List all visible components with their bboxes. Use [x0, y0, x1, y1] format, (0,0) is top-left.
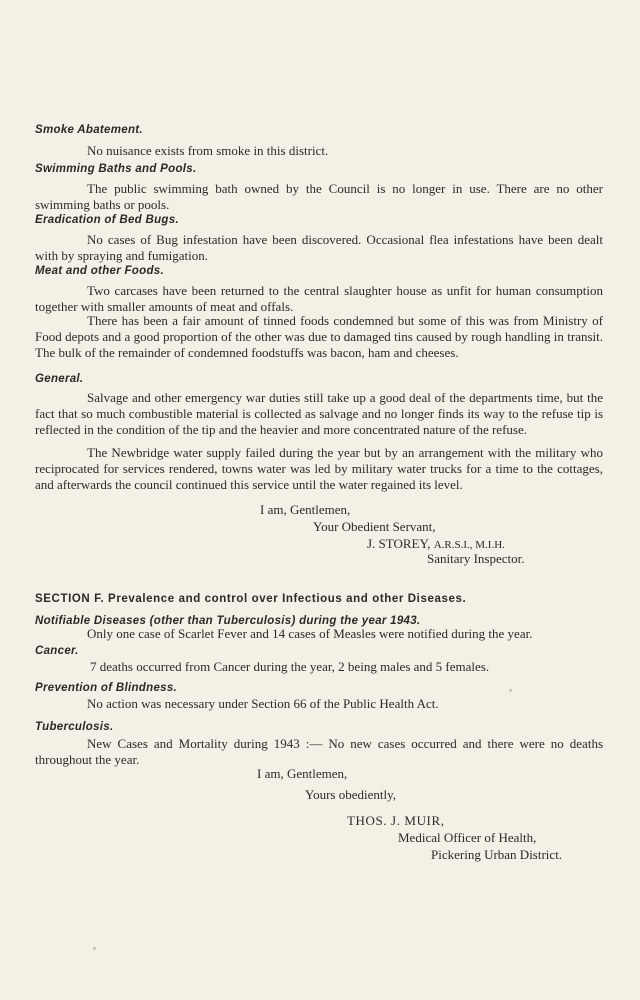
meat-paragraph-1: Two carcases have been returned to the central slaughter house as unfit for human consumption together with smaller amounts of meat and offals.: [35, 283, 603, 314]
smoke-heading: Smoke Abatement.: [35, 124, 143, 136]
inspector-name: J. STOREY,: [367, 536, 431, 551]
cancer-text: 7 deaths occurred from Cancer during the year, 2 being males and 5 females.: [90, 659, 490, 674]
blindness-text: No action was necessary under Section 66 of the Public Health Act.: [87, 696, 439, 711]
notifiable-heading: Notifiable Diseases (other than Tuberculosis) during the year 1943.: [35, 615, 421, 627]
officer-salutation: I am, Gentlemen,: [257, 766, 348, 781]
cancer-heading: Cancer.: [35, 645, 79, 657]
inspector-qualifications: A.R.S.I., M.I.H.: [433, 539, 505, 551]
paper-speck: [509, 689, 512, 692]
inspector-title: Sanitary Inspector.: [427, 551, 525, 566]
paper-speck: [93, 947, 96, 950]
officer-district: Pickering Urban District.: [431, 847, 563, 862]
general-paragraph-2: The Newbridge water supply failed during the year but by an arrangement with the military who reciprocated for services rendered, towns water was led by military water trucks for a time to the cottages, and afterwards the council continued this service until the water regained its level.: [35, 445, 603, 492]
tuberculosis-text: New Cases and Mortality during 1943 :— No new cases occurred and there were no deaths throughout the year.: [35, 736, 603, 767]
swimming-heading: Swimming Baths and Pools.: [35, 163, 197, 175]
blindness-heading: Prevention of Blindness.: [35, 682, 178, 694]
general-paragraph-1: Salvage and other emergency war duties still take up a good deal of the departments time, but the fact that so much combustible material is collected as salvage and no longer finds its way to the refuse tip is reflected in the condition of the tip and the heavier and more concentrated nature of the refuse.: [35, 390, 603, 437]
officer-name: THOS. J. MUIR,: [347, 813, 445, 828]
meat-heading: Meat and other Foods.: [35, 265, 164, 277]
officer-yours: Yours obediently,: [305, 787, 397, 802]
meat-paragraph-2: There has been a fair amount of tinned foods condemned but some of this was from Ministry of Food depots and a good proportion of the other was due to damaged tins caused by rough handling in transit. The bulk of the remainder of condemned foodstuffs was bacon, ham and cheeses.: [35, 313, 603, 360]
smoke-text: No nuisance exists from smoke in this district.: [87, 143, 329, 158]
bugs-heading: Eradication of Bed Bugs.: [35, 214, 179, 226]
bugs-text: No cases of Bug infestation have been discovered. Occasional flea infestations have been dealt with by spraying and fumigation.: [35, 232, 603, 263]
general-heading: General.: [35, 373, 84, 385]
tuberculosis-heading: Tuberculosis.: [35, 721, 114, 733]
inspector-salutation: I am, Gentlemen,: [260, 502, 351, 517]
section-f-heading: SECTION F. Prevalence and control over Infectious and other Diseases.: [35, 593, 467, 605]
swimming-text: The public swimming bath owned by the Council is no longer in use. There are no other swimming baths or pools.: [35, 181, 603, 212]
inspector-servant: Your Obedient Servant,: [313, 519, 436, 534]
notifiable-text: Only one case of Scarlet Fever and 14 cases of Measles were notified during the year.: [87, 626, 533, 641]
officer-title: Medical Officer of Health,: [398, 830, 537, 845]
